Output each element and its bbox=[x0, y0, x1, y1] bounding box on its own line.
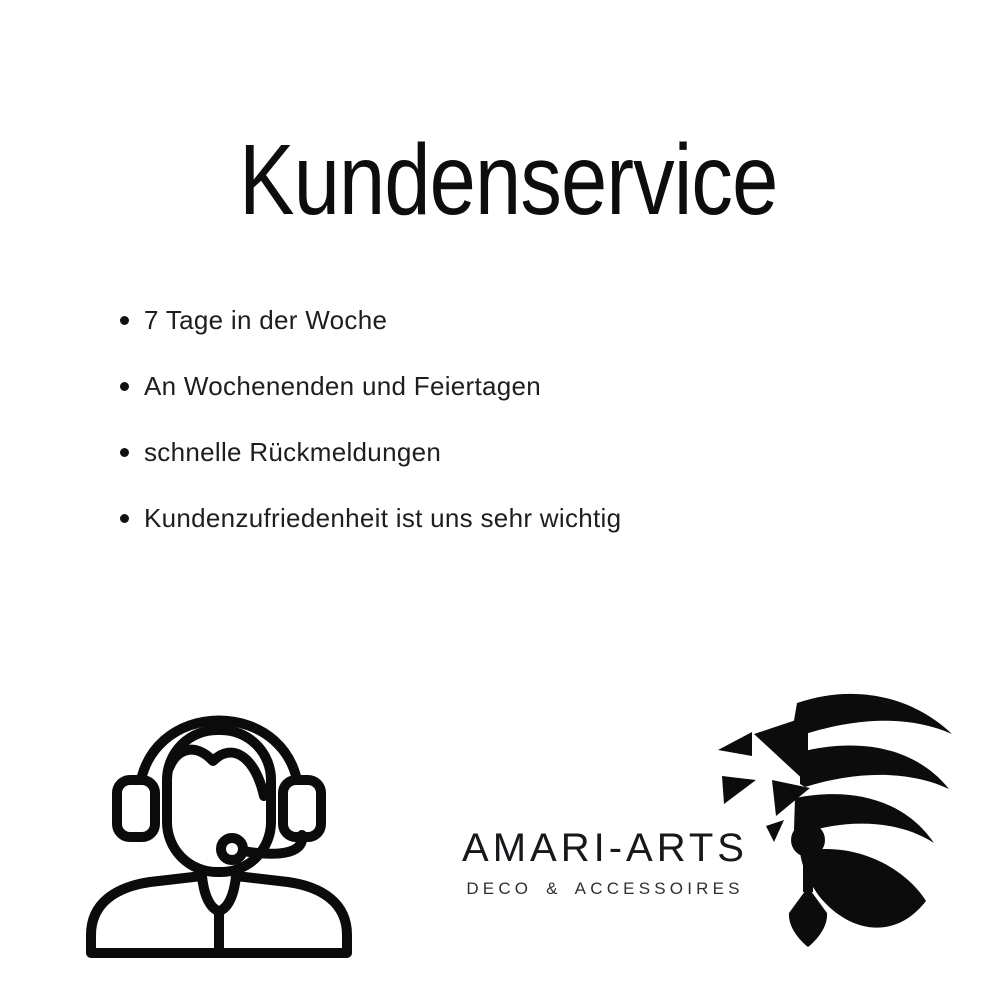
feather-2 bbox=[800, 746, 949, 789]
list-item bbox=[120, 307, 621, 334]
ornament-bead bbox=[791, 823, 825, 857]
bullet-icon bbox=[120, 382, 129, 391]
list-item bbox=[120, 373, 621, 400]
triangle-upper-left bbox=[718, 732, 752, 756]
brand-name: AMARI-ARTS bbox=[462, 826, 748, 870]
mic-ball bbox=[221, 838, 243, 860]
ear-cup-left bbox=[117, 780, 155, 837]
ornament-stem bbox=[803, 852, 813, 892]
bullet-text: Kundenzufriedenheit ist uns sehr wichtig bbox=[144, 503, 622, 533]
bullet-text: An Wochenenden und Feiertagen bbox=[144, 371, 542, 401]
triangle-mid-left bbox=[722, 776, 756, 804]
page-title: Kundenservice bbox=[239, 124, 778, 236]
triangle-small bbox=[766, 820, 784, 842]
ear-cup-right bbox=[283, 780, 321, 837]
bullet-text: 7 Tage in der Woche bbox=[144, 305, 388, 335]
bullet-text: schnelle Rückmeldungen bbox=[144, 437, 442, 467]
headset-support-agent-icon bbox=[86, 704, 352, 960]
feather-1 bbox=[792, 694, 952, 736]
bullet-icon bbox=[120, 316, 129, 325]
bullet-icon bbox=[120, 514, 129, 523]
native-headdress-logo-icon bbox=[706, 688, 956, 968]
list-item bbox=[120, 439, 621, 466]
list-item bbox=[120, 505, 621, 532]
bullet-list bbox=[120, 307, 621, 571]
brand-tagline: DECO & ACCESSOIRES bbox=[466, 879, 744, 898]
bullet-icon bbox=[120, 448, 129, 457]
triangle-large bbox=[754, 716, 808, 784]
